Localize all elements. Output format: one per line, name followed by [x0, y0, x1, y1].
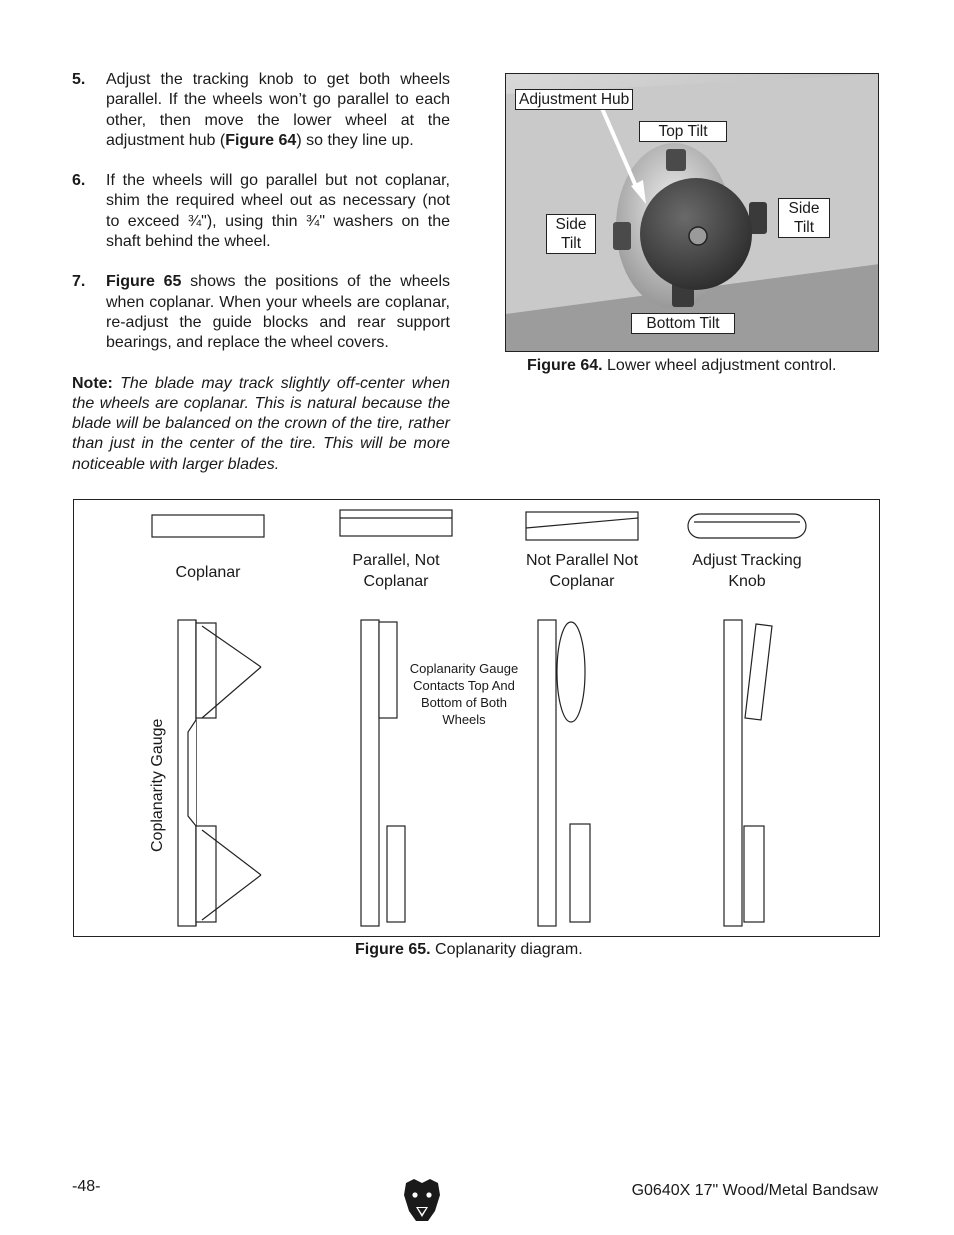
label-coplanar: Coplanar — [175, 564, 241, 581]
note — [72, 374, 450, 475]
lower-wheel-adjust — [744, 826, 764, 922]
gauge-bar-tracking — [724, 620, 742, 926]
label-parallel-not-coplanar: Parallel, Not Coplanar — [352, 552, 440, 590]
figure-64-caption — [527, 357, 836, 375]
caption-label: Figure 65. — [355, 941, 431, 958]
caption-text: Coplanarity diagram. — [430, 941, 583, 958]
step-number: 7. — [72, 273, 86, 291]
step-5 — [72, 70, 450, 151]
upper-wheel-parallel — [379, 622, 397, 718]
caption-text: Lower wheel adjustment control. — [602, 357, 837, 374]
label-coplanarity-gauge: Coplanarity Gauge — [149, 718, 166, 852]
figure-reference: Figure 64 — [225, 131, 297, 149]
figure-reference: Figure 65 — [106, 273, 182, 291]
frame-notch — [188, 720, 196, 826]
figure-64-photo — [505, 73, 879, 352]
label-adjust-tracking-knob: Adjust Tracking Knob — [692, 552, 802, 590]
step-text: Adjust the tracking knob to get both wheels parallel. If the wheels won’t go parallel to each other, then move the lower wheel at the adjustment hub ( — [106, 71, 450, 149]
note-label: Note: — [72, 374, 113, 392]
upper-wheel-adjust — [745, 624, 772, 720]
top-tilt-bolt — [666, 149, 686, 171]
callout-side-tilt-right: Side Tilt — [778, 198, 830, 238]
step-number: 5. — [72, 71, 86, 88]
bear-head-logo-icon — [402, 1177, 442, 1223]
note-text: The blade may track slightly off-center when the wheels are coplanar. This is natural because the blade will be balanced on the crown of the tire, rather than just in the center of the tire. This will be more noticeable with larger blades. — [72, 374, 450, 473]
callout-bottom-tilt: Bottom Tilt — [631, 313, 735, 334]
lower-wheel-coplanar — [196, 826, 216, 922]
coplanar-top-view — [152, 515, 264, 537]
step-6 — [72, 171, 450, 252]
gauge-contacts-note: Coplanarity Gauge Contacts Top And Bottom of Both Wheels — [409, 661, 519, 727]
side-tilt-bolt-left — [613, 222, 631, 250]
step-number: 6. — [72, 172, 86, 190]
label-not-parallel-not-coplanar: Not Parallel Not Coplanar — [525, 552, 639, 590]
center-screw — [689, 227, 707, 245]
upper-wheel-coplanar — [196, 623, 216, 718]
gauge-bar-not-parallel — [538, 620, 556, 926]
step-text: If the wheels will go parallel but not coplanar, shim the required wheel out as necessary (not to exceed ¾"), using thin ¾" washers on the shaft behind the wheel. — [106, 172, 450, 251]
product-name: G0640X 17" Wood/Metal Bandsaw — [631, 1182, 878, 1199]
step-text: ) so they line up. — [296, 131, 414, 149]
figure-65-caption — [355, 941, 583, 959]
step-text: shows the positions of the wheels when coplanar. When your wheels are coplanar, re-adjust the guide blocks and rear support bearings, and replace the wheel covers. — [106, 273, 450, 352]
figure-65-coplanarity-diagram — [73, 499, 880, 937]
callout-side-tilt-left: Side Tilt — [546, 214, 596, 254]
upper-wheel-tilted — [557, 622, 585, 722]
callout-top-tilt: Top Tilt — [639, 121, 727, 142]
tracking-knob-top-view — [688, 514, 806, 538]
step-7 — [72, 272, 450, 353]
caption-label: Figure 64. — [527, 357, 603, 374]
gauge-bar-parallel — [361, 620, 379, 926]
parallel-not-coplanar-top-view — [340, 510, 452, 536]
lower-wheel-not-parallel — [570, 824, 590, 922]
instruction-steps — [72, 70, 450, 475]
page-number: -48- — [72, 1178, 101, 1195]
lower-wheel-parallel — [387, 826, 405, 922]
callout-adjustment-hub: Adjustment Hub — [515, 89, 633, 110]
